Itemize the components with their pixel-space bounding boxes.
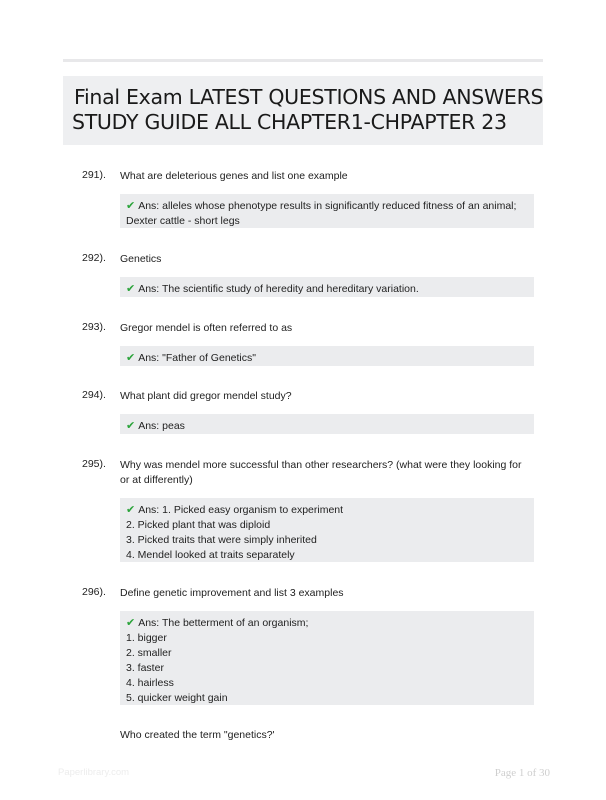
question-number: 293). (82, 321, 106, 333)
check-icon: ✔ (126, 351, 136, 364)
answer-box (120, 611, 534, 705)
check-icon: ✔ (126, 616, 136, 629)
question-number: 291). (82, 169, 106, 181)
answer-line: 2. smaller (126, 647, 172, 659)
question-line: Why was mendel more successful than other researchers? (what were they looking for (120, 459, 522, 471)
question-line: Gregor mendel is often referred to as (120, 322, 293, 334)
answer-box (120, 277, 534, 297)
answer-line: Ans: The betterment of an organism; (138, 617, 309, 629)
question-line: What plant did gregor mendel study? (120, 390, 292, 402)
answer-line: Ans: The scientific study of heredity and hereditary variation. (138, 283, 419, 295)
question-text (120, 321, 534, 336)
question-text (120, 728, 534, 743)
top-divider (63, 59, 543, 62)
check-icon: ✔ (126, 199, 136, 212)
answer-line: 3. Picked traits that were simply inherited (126, 534, 317, 546)
question-line: What are deleterious genes and list one example (120, 170, 348, 182)
document-title-line-2: STUDY GUIDE ALL CHAPTER1-CHPAPTER 23 (72, 110, 507, 134)
page-indicator: Page 1 of 30 (494, 767, 550, 779)
question-line: Define genetic improvement and list 3 examples (120, 587, 344, 599)
question-number: 295). (82, 458, 106, 470)
question-text (120, 169, 534, 184)
answer-line: Ans: 1. Picked easy organism to experiment (138, 504, 344, 516)
answer-line: Ans: peas (138, 420, 185, 432)
question-number: 294). (82, 389, 106, 401)
footer-watermark: Paperlibrary.com (58, 767, 130, 778)
question-line: Genetics (120, 253, 162, 265)
question-text (120, 252, 534, 267)
answer-box (120, 414, 534, 434)
answer-line: 3. faster (126, 662, 164, 674)
answer-box (120, 498, 534, 562)
answer-line: Ans: "Father of Genetics" (138, 352, 256, 364)
check-icon: ✔ (126, 419, 136, 432)
document-title-banner (63, 76, 543, 145)
question-line: or at differently) (120, 474, 193, 486)
question-line: Who created the term "genetics?' (120, 729, 275, 741)
check-icon: ✔ (126, 503, 136, 516)
answer-line: 4. Mendel looked at traits separately (126, 549, 295, 561)
check-icon: ✔ (126, 282, 136, 295)
answer-box (120, 346, 534, 366)
answer-line: Dexter cattle - short legs (126, 215, 240, 227)
answer-line: 5. quicker weight gain (126, 692, 228, 704)
question-text (120, 458, 534, 488)
question-text (120, 586, 534, 601)
question-number: 292). (82, 252, 106, 264)
question-number: 296). (82, 586, 106, 598)
answer-line: 4. hairless (126, 677, 174, 689)
document-title-line-1: Final Exam LATEST QUESTIONS AND ANSWERS (74, 85, 544, 109)
answer-line: 1. bigger (126, 632, 167, 644)
question-text (120, 389, 534, 404)
answer-line: 2. Picked plant that was diploid (126, 519, 271, 531)
answer-box (120, 194, 534, 228)
answer-line: Ans: alleles whose phenotype results in significantly reduced fitness of an animal; (138, 200, 517, 212)
